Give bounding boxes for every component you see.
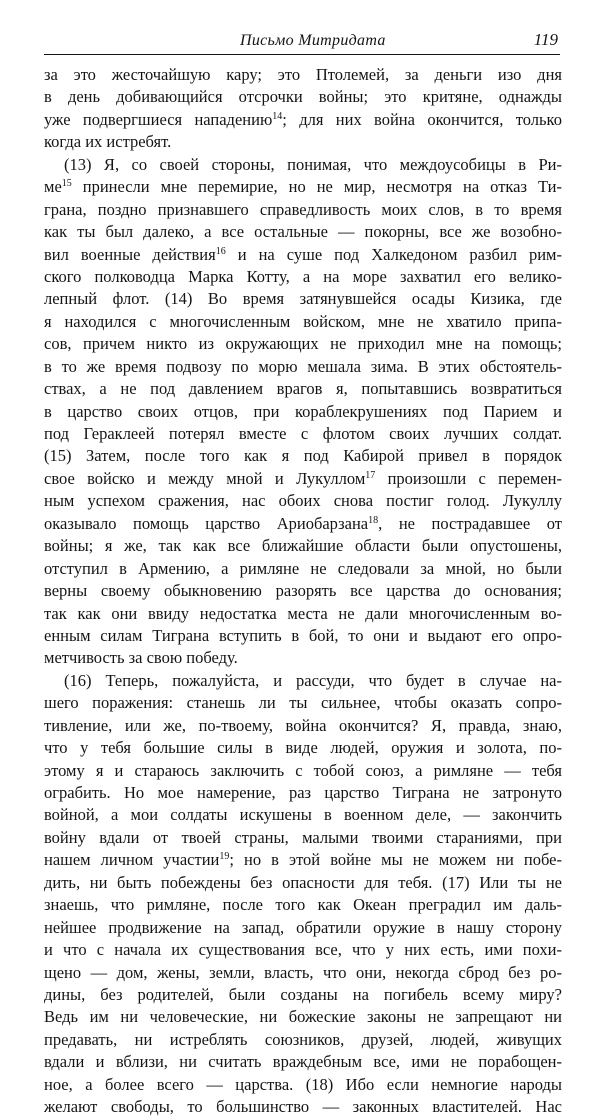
text-line [44,962,562,984]
text-line [44,782,562,804]
text-line [44,244,562,266]
page-header [44,30,560,55]
line-text: нейшее продвижение на запад, обратили оружие в нашу сторону [44,917,562,937]
text-line [44,827,562,849]
line-text: (15) Затем, после того как я под Кабирой привел в порядок [44,446,562,466]
line-text: в день добивающийся отсрочки войны; это критяне, однажды [44,87,562,107]
text-line [44,356,562,378]
line-text: грана, поздно признавшего справедливость моих слов, в то время [44,199,562,219]
line-text: уже подвергшиеся нападению [44,109,273,129]
line-text: в царство своих отцов, при кораблекрушениях под Парием и [44,401,562,421]
line-text: тивление, или же, по-твоему, война окончится? Я, правда, знаю, [44,715,562,735]
line-text: войны; я же, так как все ближайшие области были опустошены, [44,536,562,556]
text-line [44,692,562,714]
text-line [44,333,562,355]
line-text: ствах, а не под давлением врагов я, попытавшись возвратиться [44,379,562,399]
line-text: за это жесточайшую кару; это Птолемей, за деньги изо дня [44,65,562,84]
line-text: ме [44,177,62,197]
text-line [44,423,562,445]
text-line [44,939,562,961]
footnote-marker: 17 [365,469,376,481]
text-line [44,737,562,759]
text-line [44,401,562,423]
line-text: что у тебя большие силы в виде людей, оружия и золота, по- [44,738,562,758]
line-text: вдали и вблизи, ни считать враждебным все, ими не порабощен- [44,1052,562,1072]
text-line [44,378,562,400]
text-line [44,490,562,512]
line-text: войну вдали от твоей страны, малыми твоими стараниями, при [44,827,562,847]
text-line [44,64,562,86]
text-line [44,468,562,490]
text-line [44,603,562,625]
line-text: отступил в Армению, а римляне не следовали за мной, но были [44,558,562,578]
line-text: я находился с многочисленным войском, мне не хватило припа- [44,311,562,331]
line-text: вил военные действия [44,244,216,264]
line-text: (13) Я, со своей стороны, понимая, что междоусобицы в Ри- [64,154,562,174]
line-text: войной, а мои солдаты искушены в военном деле, — закончить [44,805,562,825]
line-text: под Гераклеей потерял вместе с флотом своих лучших солдат. [44,424,562,443]
line-text: лепный флот. (14) Во время затянувшейся осады Кизика, где [44,289,562,309]
text-line [44,804,562,826]
line-text: свое войско и между мной и Лукуллом [44,468,366,488]
text-line [44,1006,562,1028]
line-text: знаешь, что римляне, после того как Океан преградил им даль- [44,895,562,915]
running-title: Письмо Митридата [240,32,386,49]
text-line [44,558,562,580]
text-line [44,1051,562,1073]
line-text: ограбить. Но мое намерение, раз царство Тиграна не затронуто [44,783,562,802]
footnote-marker: 16 [215,245,226,257]
line-text-continuation: произошли с перемен- [375,468,562,488]
line-text: ное, а более всего — царства. (18) Ибо если немногие народы [44,1074,562,1094]
line-text-continuation: , не пострадавшее от [378,513,562,533]
text-line [44,984,562,1006]
text-line [44,311,562,333]
line-text: желают свободы, то большинство — законных властителей. Нас [44,1097,562,1117]
body-text [44,64,562,1119]
line-text-continuation: и на суше под Халкедоном разбил рим- [225,244,562,264]
line-text: в то же время подвозу по морю мешала зима. В этих обстоятель- [44,356,562,376]
line-text: нашем личном участии [44,850,220,870]
text-line [44,154,562,176]
line-text-continuation: принесли мне перемирие, но не мир, несмотря на отказ Ти- [71,177,562,197]
text-line [44,1029,562,1051]
line-text: так как они ввиду недостатка места не дали многочисленным во- [44,603,562,623]
line-text: енным силам Тиграна вступить в бой, то они и выдают его опро- [44,625,562,645]
line-text: предавать, ни истреблять союзников, друзей, людей, живущих [44,1029,562,1049]
footnote-marker: 19 [219,851,230,863]
line-text: оказывало помощь царство Ариобарзана [44,513,369,533]
line-text: дить, ни быть побеждены без опасности для тебя. (17) Или ты не [44,872,562,892]
text-line [44,670,562,692]
line-text: этому я и стараюсь заключить с тобой союз, а римляне — тебя [44,760,562,780]
line-text: (16) Теперь, пожалуйста, и рассуди, что будет в случае на- [64,670,562,690]
text-line [44,288,562,310]
text-line [44,109,562,131]
text-line [44,513,562,535]
text-line [44,872,562,894]
line-text: дины, без родителей, были созданы на погибель всему миру? [44,984,562,1004]
text-line [44,199,562,221]
text-line [44,760,562,782]
text-line [44,535,562,557]
line-text: верны своему обыкновению разорять все царства до основания; [44,581,562,601]
line-text: шего поражения: станешь ли ты сильнее, чтобы оказать сопро- [44,693,562,713]
line-text-continuation: ; но в этой войне мы не можем ни побе- [229,850,562,870]
text-line [44,894,562,916]
text-line [44,266,562,288]
footnote-marker: 18 [368,514,379,526]
text-line [44,1096,562,1118]
line-text: как ты был далеко, а все остальные — покорны, все же возобно- [44,222,562,242]
text-line [44,131,562,153]
text-line [44,647,562,669]
line-text: Ведь им ни человеческие, ни божеские законы не запрещают ни [44,1007,562,1027]
text-line [44,221,562,243]
text-line [44,176,562,198]
text-line [44,917,562,939]
line-text: сов, причем никто из окружающих не приходил мне на помощь; [44,334,562,354]
text-line [44,715,562,737]
text-line [44,445,562,467]
footnote-marker: 14 [272,110,283,122]
text-line [44,580,562,602]
line-text: щено — дом, жены, земли, власть, что они, некогда сброд без ро- [44,962,562,982]
text-line [44,849,562,871]
text-line [44,86,562,108]
footnote-marker: 15 [61,178,72,190]
text-line [44,1074,562,1096]
line-text: метчивость за свою победу. [44,648,238,668]
line-text: ского полководца Марка Котту, а на море захватил его велико- [44,266,562,286]
text-line [44,625,562,647]
line-text: ным успехом сражения, нас обоих снова постиг голод. Лукуллу [44,491,562,511]
page-number: 119 [533,30,558,49]
line-text: и что с начала их существования все, что у них есть, ими похи- [44,940,562,960]
line-text: когда их истребят. [44,132,172,152]
line-text-continuation: ; для них война окончится, только [282,109,562,129]
